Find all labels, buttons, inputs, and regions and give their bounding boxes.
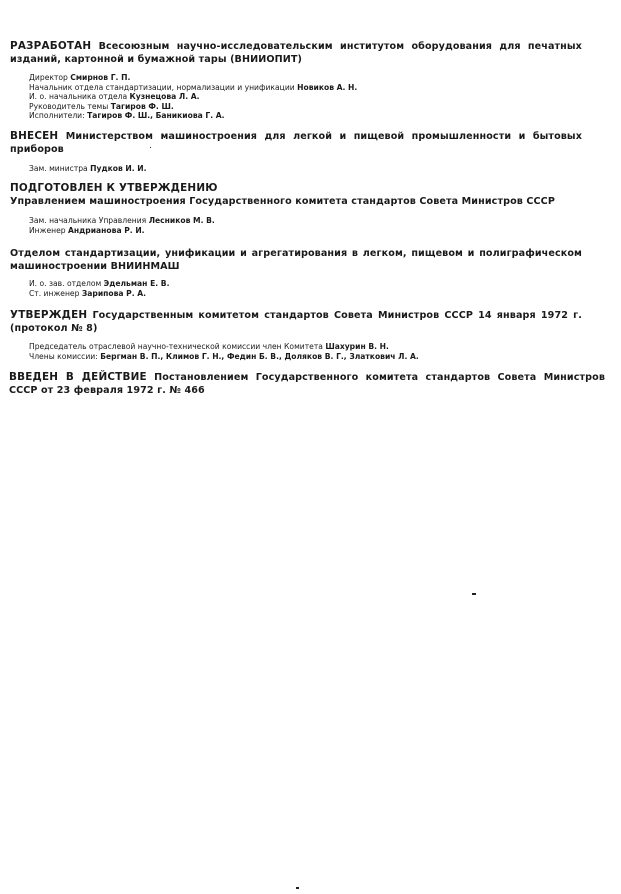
staff-role: Члены комиссии:	[29, 351, 98, 361]
staff-name: Тагиров Ф. Ш., Баникиова Г. А.	[87, 111, 225, 121]
staff-entry	[29, 102, 569, 112]
section-approved	[10, 309, 582, 335]
staff-entry	[29, 289, 569, 299]
staff-entry	[29, 279, 569, 289]
section-keyword: ВВЕДЕН В ДЕЙСТВИЕ	[9, 371, 147, 383]
staff-name: Смирнов Г. П.	[70, 73, 131, 82]
staff-entry	[29, 226, 569, 236]
section-prepared	[10, 182, 582, 208]
staff-entry	[29, 92, 569, 102]
staff-role: Зам. министра	[29, 164, 88, 173]
section-text: Министерством машиностроения для легкой и пищевой промышленности и бытовых приборов	[10, 131, 582, 155]
staff-list	[29, 216, 569, 235]
staff-list	[29, 164, 569, 174]
staff-entry	[29, 164, 569, 174]
staff-entry	[29, 216, 569, 226]
section-keyword: ВНЕСЕН	[10, 130, 59, 142]
staff-name: Лесников М. В.	[148, 216, 215, 225]
section-keyword: УТВЕРЖДЕН	[10, 309, 88, 321]
staff-name: Андрианова Р. И.	[68, 225, 145, 235]
staff-role: Зам. начальника Управления	[29, 216, 147, 225]
section-department	[10, 247, 582, 273]
section-text: Отделом стандартизации, унификации и агрегатирования в легком, пищевом и полиграфическом машиностроении ВНИИНМАШ	[10, 248, 582, 272]
section-text: Государственным комитетом стандартов Совета Министров СССР 14 января 1972 г. (протокол № 8)	[10, 310, 582, 334]
staff-list	[29, 342, 569, 361]
staff-name: Шахурин В. Н.	[325, 342, 389, 351]
staff-entry	[29, 352, 569, 362]
staff-list	[29, 73, 569, 121]
print-speck	[296, 887, 299, 889]
staff-name: Тагиров Ф. Ш.	[110, 101, 174, 111]
staff-entry	[29, 83, 569, 93]
staff-name: Кузнецова Л. А.	[129, 92, 200, 102]
section-text: Управлением машиностроения Государственного комитета стандартов Совета Министров СССР	[10, 196, 555, 207]
section-developed	[10, 40, 582, 66]
section-keyword: ПОДГОТОВЛЕН К УТВЕРЖДЕНИЮ	[10, 182, 218, 194]
print-speck	[150, 147, 151, 148]
staff-role: Ст. инженер	[29, 288, 80, 298]
staff-name: Эдельман Е. В.	[103, 279, 170, 288]
staff-role: Директор	[29, 73, 68, 82]
staff-role: И. о. зав. отделом	[29, 279, 102, 288]
staff-role: Начальник отдела стандартизации, нормализации и унификации	[29, 82, 295, 92]
section-enacted	[9, 371, 605, 397]
staff-entry	[29, 342, 569, 352]
section-introduced	[10, 130, 582, 156]
staff-list	[29, 279, 569, 298]
staff-role: Исполнители:	[29, 111, 85, 121]
staff-entry	[29, 111, 569, 121]
staff-name: Зарипова Р. А.	[81, 288, 147, 298]
staff-role: Руководитель темы	[29, 101, 109, 111]
staff-name: Бергман В. П., Климов Г. Н., Федин Б. В., Доляков В. Г., Златкович Л. А.	[100, 351, 419, 361]
section-text: Всесоюзным научно-исследовательским институтом оборудования для печатных изданий, картонной и бумажной тары (ВНИИОПИТ)	[10, 41, 582, 65]
staff-entry	[29, 73, 569, 83]
print-speck	[472, 593, 476, 595]
staff-role: Председатель отраслевой научно-технической комиссии член Комитета	[29, 342, 323, 351]
staff-name: Новиков А. Н.	[297, 82, 358, 92]
staff-name: Пудков И. И.	[90, 164, 147, 173]
staff-role: И. о. начальника отдела	[29, 92, 128, 102]
section-text: Постановлением Государственного комитета стандартов Совета Министров СССР от 23 февраля 1972 г. № 466	[9, 372, 605, 396]
section-keyword: РАЗРАБОТАН	[10, 40, 92, 52]
staff-role: Инженер	[29, 225, 66, 235]
